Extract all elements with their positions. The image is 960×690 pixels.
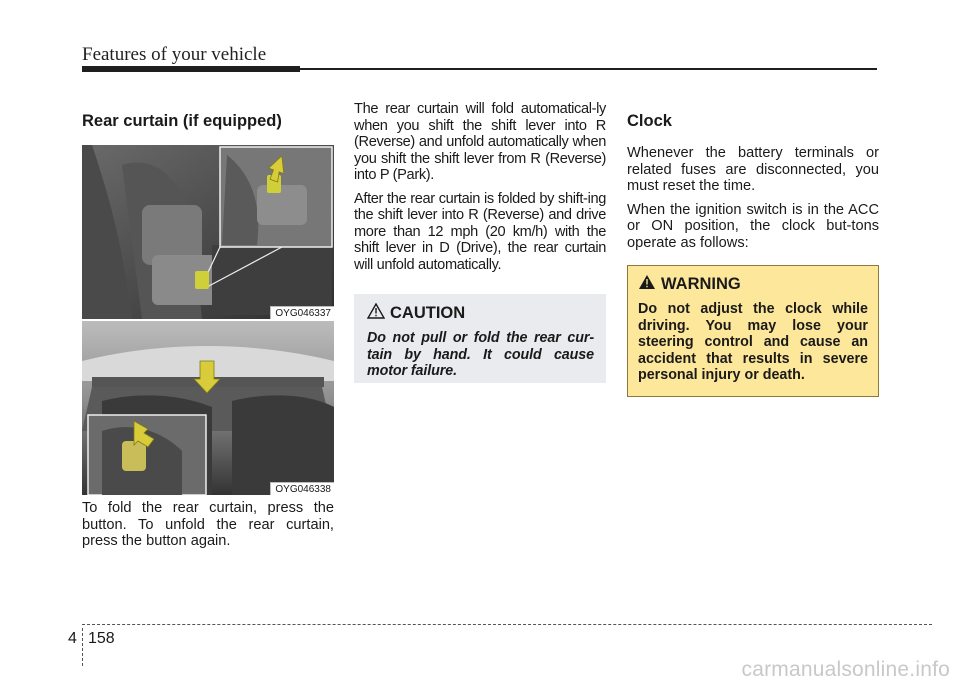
column-curtain-auto	[354, 101, 606, 383]
header-rule	[82, 66, 877, 72]
photo-code-label: OYG046337	[270, 306, 334, 319]
warning-title	[638, 274, 868, 295]
caution-text: Do not pull or fold the rear cur-tain by hand. It could cause motor failure.	[367, 330, 594, 379]
header-title: Features of your vehicle	[82, 44, 267, 65]
rear-curtain-instructions: To fold the rear curtain, press the button. To unfold the rear curtain, press the button again.	[82, 500, 334, 549]
auto-unfold-paragraph: After the rear curtain is folded by shift-ing the shift lever into R (Reverse) and drive more than 12 mph (20 km/h) with the shift lever in D (Drive), the rear curtain will unfold automatically.	[354, 190, 606, 273]
warning-triangle-icon	[367, 303, 385, 324]
chapter-number: 4	[68, 630, 77, 647]
clock-buttons-paragraph: When the ignition switch is in the ACC or ON position, the clock but-tons operate as follows:	[627, 201, 879, 251]
clock-heading: Clock	[627, 112, 672, 130]
caution-box	[354, 294, 606, 383]
watermark: carmanualsonline.info	[741, 658, 950, 681]
page-number: 158	[88, 630, 115, 647]
rear-curtain-photo	[82, 321, 334, 495]
clock-reset-paragraph: Whenever the battery terminals or related fuses are disconnected, you must reset the time.	[627, 145, 879, 194]
rear-curtain-heading: Rear curtain (if equipped)	[82, 112, 282, 130]
warning-text: Do not adjust the clock while driving. You may lose your steering control and cause an accident that results in severe personal injury or death.	[638, 301, 868, 383]
warning-triangle-icon	[638, 274, 656, 295]
column-clock	[627, 110, 879, 397]
footer-rule	[82, 624, 932, 625]
photo-code-label: OYG046338	[270, 482, 334, 495]
warning-title-text: WARNING	[661, 275, 741, 293]
warning-box	[627, 265, 879, 397]
column-rear-curtain	[82, 110, 334, 557]
footer-divider	[82, 628, 83, 666]
auto-fold-paragraph: The rear curtain will fold automatical-ly when you shift the shift lever into R (Reverse) and unfold automatically when you shift the shift lever from R (Reverse) into P (Park).	[354, 101, 606, 183]
console-button-photo	[82, 145, 334, 319]
caution-title-text: CAUTION	[390, 304, 466, 322]
caution-title	[367, 303, 594, 324]
